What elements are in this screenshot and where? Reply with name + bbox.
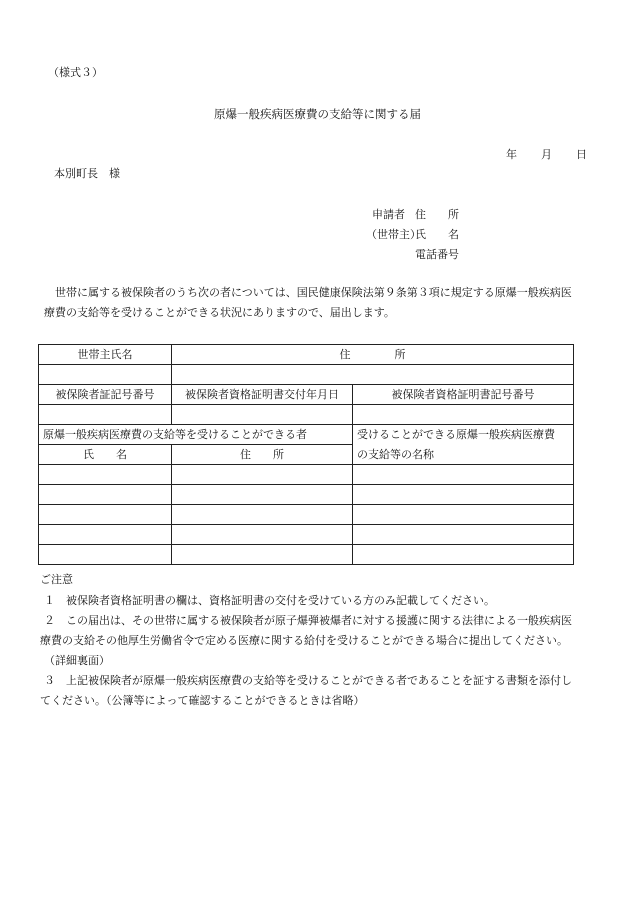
person-address-cell[interactable] <box>172 545 353 565</box>
person-address-header: 住 所 <box>172 445 353 465</box>
person-name-cell[interactable] <box>39 485 172 505</box>
form-number: （様式３） <box>48 66 103 79</box>
table-row <box>39 385 574 405</box>
note-2-line-2: 療費の支給その他厚生労働省令で定める医療に関する給付を受けることができる場合に提出してください。 <box>40 634 568 647</box>
benefit-name-header-line-2: の支給等の名称 <box>353 445 574 465</box>
date-day-label: 日 <box>576 148 587 161</box>
cert-issue-date-cell[interactable] <box>172 405 353 425</box>
note-3-line-1: ３ 上記被保険者が原爆一般疾病医療費の支給等を受けることができる者であることを証する書類を添付し <box>44 674 572 687</box>
table-row <box>39 485 574 505</box>
benefit-name-header-line-1: 受けることができる原爆一般疾病医療費 <box>353 425 574 445</box>
household-address-cell[interactable] <box>172 365 574 385</box>
table-row <box>39 365 574 385</box>
note-3-line-2: てください。（公簿等によって確認することができるときは省略） <box>40 694 365 707</box>
table-row <box>39 545 574 565</box>
body-text-line-1: 世帯に属する被保険者のうち次の者については、国民健康保険法第９条第３項に規定する原爆一般疾病医 <box>44 286 572 299</box>
applicant-name-label: 氏 名 <box>415 228 459 241</box>
person-name-cell[interactable] <box>39 465 172 485</box>
notes-heading: ご注意 <box>40 573 73 586</box>
household-address-header: 住 所 <box>172 345 574 365</box>
note-2-line-3: （詳細裏面） <box>44 654 110 667</box>
benefit-name-cell[interactable] <box>353 465 574 485</box>
eligible-persons-header: 原爆一般疾病医療費の支給等を受けることができる者 <box>39 425 353 445</box>
table-row <box>39 445 574 465</box>
person-name-cell[interactable] <box>39 545 172 565</box>
benefit-name-cell[interactable] <box>353 485 574 505</box>
person-name-cell[interactable] <box>39 505 172 525</box>
table-row <box>39 425 574 445</box>
cert-issue-date-header: 被保険者資格証明書交付年月日 <box>172 385 353 405</box>
benefit-name-cell[interactable] <box>353 505 574 525</box>
date-year-label: 年 <box>506 148 517 161</box>
applicant-address-label: 住 所 <box>415 208 459 221</box>
person-address-cell[interactable] <box>172 505 353 525</box>
person-address-cell[interactable] <box>172 465 353 485</box>
applicant-label: 申請者 <box>372 208 405 221</box>
person-address-cell[interactable] <box>172 485 353 505</box>
person-name-header: 氏 名 <box>39 445 172 465</box>
table-row <box>39 465 574 485</box>
insured-number-cell[interactable] <box>39 405 172 425</box>
household-head-name-cell[interactable] <box>39 365 172 385</box>
applicant-phone-label: 電話番号 <box>415 248 459 261</box>
addressee: 本別町長 様 <box>54 167 120 180</box>
document-title: 原爆一般疾病医療費の支給等に関する届 <box>214 107 421 121</box>
notification-table <box>38 344 574 565</box>
note-2-line-1: ２ この届出は、その世帯に属する被保険者が原子爆弾被爆者に対する援護に関する法律による一般疾病医 <box>44 614 572 627</box>
household-head-name-header: 世帯主氏名 <box>39 345 172 365</box>
benefit-name-cell[interactable] <box>353 525 574 545</box>
table-row <box>39 405 574 425</box>
notes-list <box>40 591 572 711</box>
person-address-cell[interactable] <box>172 525 353 545</box>
table-row <box>39 525 574 545</box>
body-text-line-2: 療費の支給等を受けることができる状況にありますので、届出します。 <box>44 306 395 319</box>
household-head-label: （世帯主） <box>366 228 421 241</box>
cert-number-header: 被保険者資格証明書記号番号 <box>353 385 574 405</box>
date-month-label: 月 <box>541 148 552 161</box>
insured-number-header: 被保険者証記号番号 <box>39 385 172 405</box>
cert-number-cell[interactable] <box>353 405 574 425</box>
body-text <box>44 283 572 323</box>
person-name-cell[interactable] <box>39 525 172 545</box>
table-row <box>39 345 574 365</box>
benefit-name-cell[interactable] <box>353 545 574 565</box>
table-row <box>39 505 574 525</box>
note-1: １ 被保険者資格証明書の欄は、資格証明書の交付を受けている方のみ記載してください。 <box>44 594 495 607</box>
